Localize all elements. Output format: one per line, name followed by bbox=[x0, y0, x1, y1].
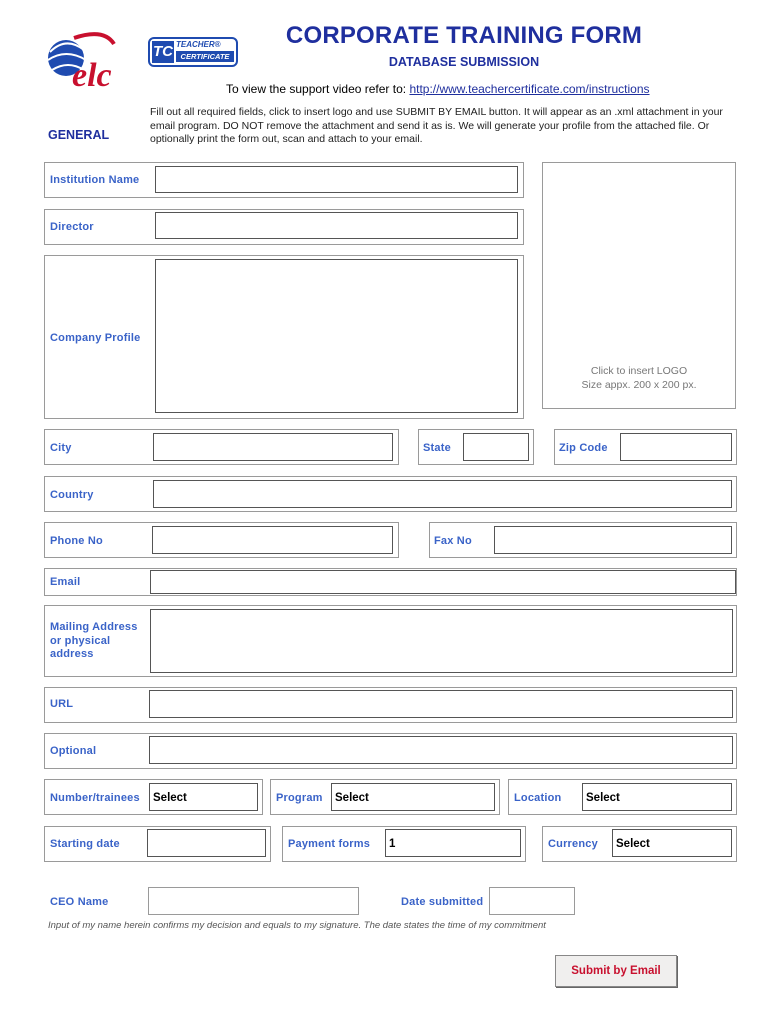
page-title: CORPORATE TRAINING FORM bbox=[285, 22, 643, 49]
page-subtitle: DATABASE SUBMISSION bbox=[388, 55, 540, 69]
program-select[interactable]: Select bbox=[331, 783, 495, 811]
zip-input[interactable] bbox=[620, 433, 732, 461]
country-input[interactable] bbox=[153, 480, 732, 508]
email-input[interactable] bbox=[150, 570, 736, 594]
institution-label: Institution Name bbox=[50, 174, 140, 186]
email-label: Email bbox=[50, 576, 81, 588]
company-profile-textarea[interactable] bbox=[155, 259, 518, 413]
fax-input[interactable] bbox=[494, 526, 732, 554]
trainees-select[interactable]: Select bbox=[149, 783, 258, 811]
svg-text:elc: elc bbox=[72, 57, 112, 92]
badge-line1: TEACHER® bbox=[176, 40, 221, 49]
signature-note: Input of my name herein confirms my decision and equals to my signature. The date states the time of my commitment bbox=[48, 920, 546, 931]
url-input[interactable] bbox=[149, 690, 733, 718]
starting-date-input[interactable] bbox=[147, 829, 266, 857]
tc-mark: TC bbox=[152, 41, 174, 63]
mailing-label: Mailing Address or physical address bbox=[50, 621, 138, 660]
optional-input[interactable] bbox=[149, 736, 733, 764]
currency-label: Currency bbox=[548, 838, 598, 850]
optional-label: Optional bbox=[50, 745, 97, 757]
payment-select[interactable]: 1 bbox=[385, 829, 521, 857]
submit-by-email-button[interactable]: Submit by Email bbox=[555, 955, 677, 987]
logo-hint-line1: Click to insert LOGO bbox=[590, 365, 688, 377]
zip-label: Zip Code bbox=[559, 442, 608, 454]
program-label: Program bbox=[276, 792, 323, 804]
location-label: Location bbox=[514, 792, 562, 804]
fax-label: Fax No bbox=[434, 535, 472, 547]
support-video-line bbox=[226, 82, 686, 96]
url-label: URL bbox=[50, 698, 74, 710]
teacher-certificate-badge bbox=[148, 37, 238, 67]
date-submitted-label: Date submitted bbox=[401, 896, 484, 908]
currency-select[interactable]: Select bbox=[612, 829, 732, 857]
telc-logo bbox=[44, 30, 134, 92]
city-input[interactable] bbox=[153, 433, 393, 461]
director-input[interactable] bbox=[155, 212, 518, 239]
phone-input[interactable] bbox=[152, 526, 393, 554]
director-label: Director bbox=[50, 221, 94, 233]
logo-hint-line2: Size appx. 200 x 200 px. bbox=[581, 379, 697, 391]
phone-label: Phone No bbox=[50, 535, 103, 547]
instructions-text: Fill out all required fields, click to insert logo and use SUBMIT BY EMAIL button. It will appear as an .xml attachment in your email program. DO NOT remove the attachment and send it as is. We will generate your profile from the attached file. Or optionally print the form out, scan and attach to your email. bbox=[150, 106, 723, 145]
logo-upload-hint bbox=[542, 364, 736, 392]
video-link[interactable]: http://www.teachercertificate.com/instructions bbox=[409, 82, 650, 96]
payment-label: Payment forms bbox=[288, 838, 371, 850]
starting-date-label: Starting date bbox=[50, 838, 120, 850]
location-select[interactable]: Select bbox=[582, 783, 732, 811]
date-submitted-input[interactable] bbox=[489, 887, 575, 915]
institution-input[interactable] bbox=[155, 166, 518, 193]
mailing-textarea[interactable] bbox=[150, 609, 733, 673]
trainees-label: Number/trainees bbox=[50, 792, 140, 804]
state-label: State bbox=[423, 442, 451, 454]
ceo-label: CEO Name bbox=[50, 896, 109, 908]
badge-line2: CERTIFICATE bbox=[176, 51, 234, 62]
company-profile-label: Company Profile bbox=[50, 332, 141, 344]
country-label: Country bbox=[50, 489, 94, 501]
video-prefix: To view the support video refer to: bbox=[226, 82, 407, 96]
state-input[interactable] bbox=[463, 433, 529, 461]
section-general: GENERAL bbox=[48, 128, 110, 142]
ceo-input[interactable] bbox=[148, 887, 359, 915]
city-label: City bbox=[50, 442, 72, 454]
